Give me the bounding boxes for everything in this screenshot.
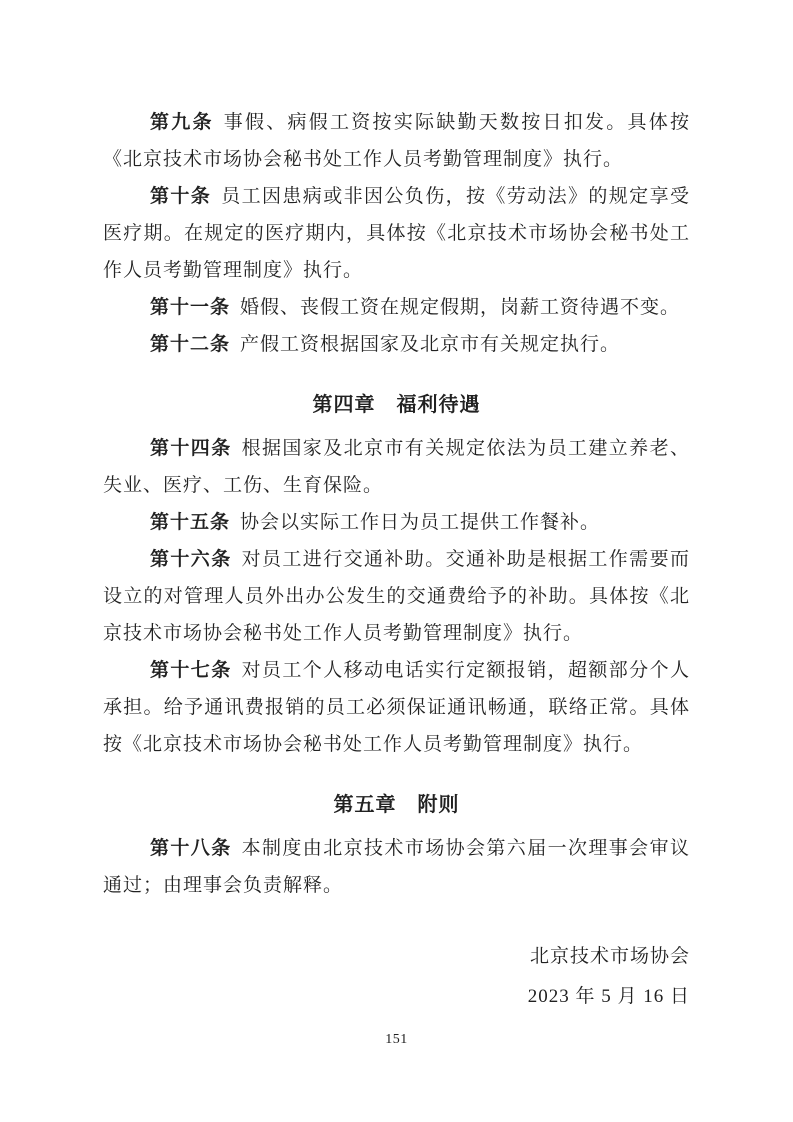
article-11-paragraph — [103, 289, 690, 326]
article-10-label: 第十条 — [150, 186, 212, 207]
page-number: 151 — [385, 1032, 408, 1047]
article-15-label: 第十五条 — [150, 512, 231, 533]
article-14-text: 根据国家及北京市有关规定依法为员工建立养老、失业、医疗、工伤、生育保险。 — [103, 438, 690, 496]
article-9-label: 第九条 — [150, 112, 214, 133]
article-12-label: 第十二条 — [150, 334, 231, 355]
article-11-label: 第十一条 — [150, 297, 231, 318]
article-10-paragraph — [103, 178, 690, 289]
article-17-paragraph — [103, 652, 690, 763]
chapter-5-heading: 第五章 附则 — [333, 794, 460, 816]
article-14-label: 第十四条 — [150, 438, 232, 459]
article-11-text: 婚假、丧假工资在规定假期，岗薪工资待遇不变。 — [240, 297, 681, 318]
signature-date: 2023 年 5 月 16 日 — [527, 986, 690, 1007]
article-9-text: 事假、病假工资按实际缺勤天数按日扣发。具体按《北京技术市场协会秘书处工作人员考勤管理制度》执行。 — [103, 112, 690, 170]
signature-organization: 北京技术市场协会 — [529, 946, 690, 967]
article-10-text: 员工因患病或非因公负伤，按《劳动法》的规定享受医疗期。在规定的医疗期内，具体按《北京技术市场协会秘书处工作人员考勤管理制度》执行。 — [103, 186, 690, 281]
article-16-label: 第十六条 — [150, 549, 232, 570]
chapter-4-heading: 第四章 福利待遇 — [312, 394, 481, 416]
article-14-paragraph — [103, 430, 690, 504]
article-18-label: 第十八条 — [150, 838, 232, 859]
article-9-paragraph — [103, 104, 690, 178]
article-18-paragraph — [103, 830, 690, 904]
article-15-text: 协会以实际工作日为员工提供工作餐补。 — [240, 512, 601, 533]
article-12-text: 产假工资根据国家及北京市有关规定执行。 — [240, 334, 621, 355]
article-12-paragraph — [103, 326, 690, 363]
article-16-paragraph — [103, 541, 690, 652]
article-15-paragraph — [103, 504, 690, 541]
article-18-text: 本制度由北京技术市场协会第六届一次理事会审议通过；由理事会负责解释。 — [103, 838, 690, 896]
article-17-text: 对员工个人移动电话实行定额报销，超额部分个人承担。给予通讯费报销的员工必须保证通讯畅通，联络正常。具体按《北京技术市场协会秘书处工作人员考勤管理制度》执行。 — [103, 660, 690, 755]
article-17-label: 第十七条 — [150, 660, 232, 681]
article-16-text: 对员工进行交通补助。交通补助是根据工作需要而设立的对管理人员外出办公发生的交通费给予的补助。具体按《北京技术市场协会秘书处工作人员考勤管理制度》执行。 — [103, 549, 690, 644]
